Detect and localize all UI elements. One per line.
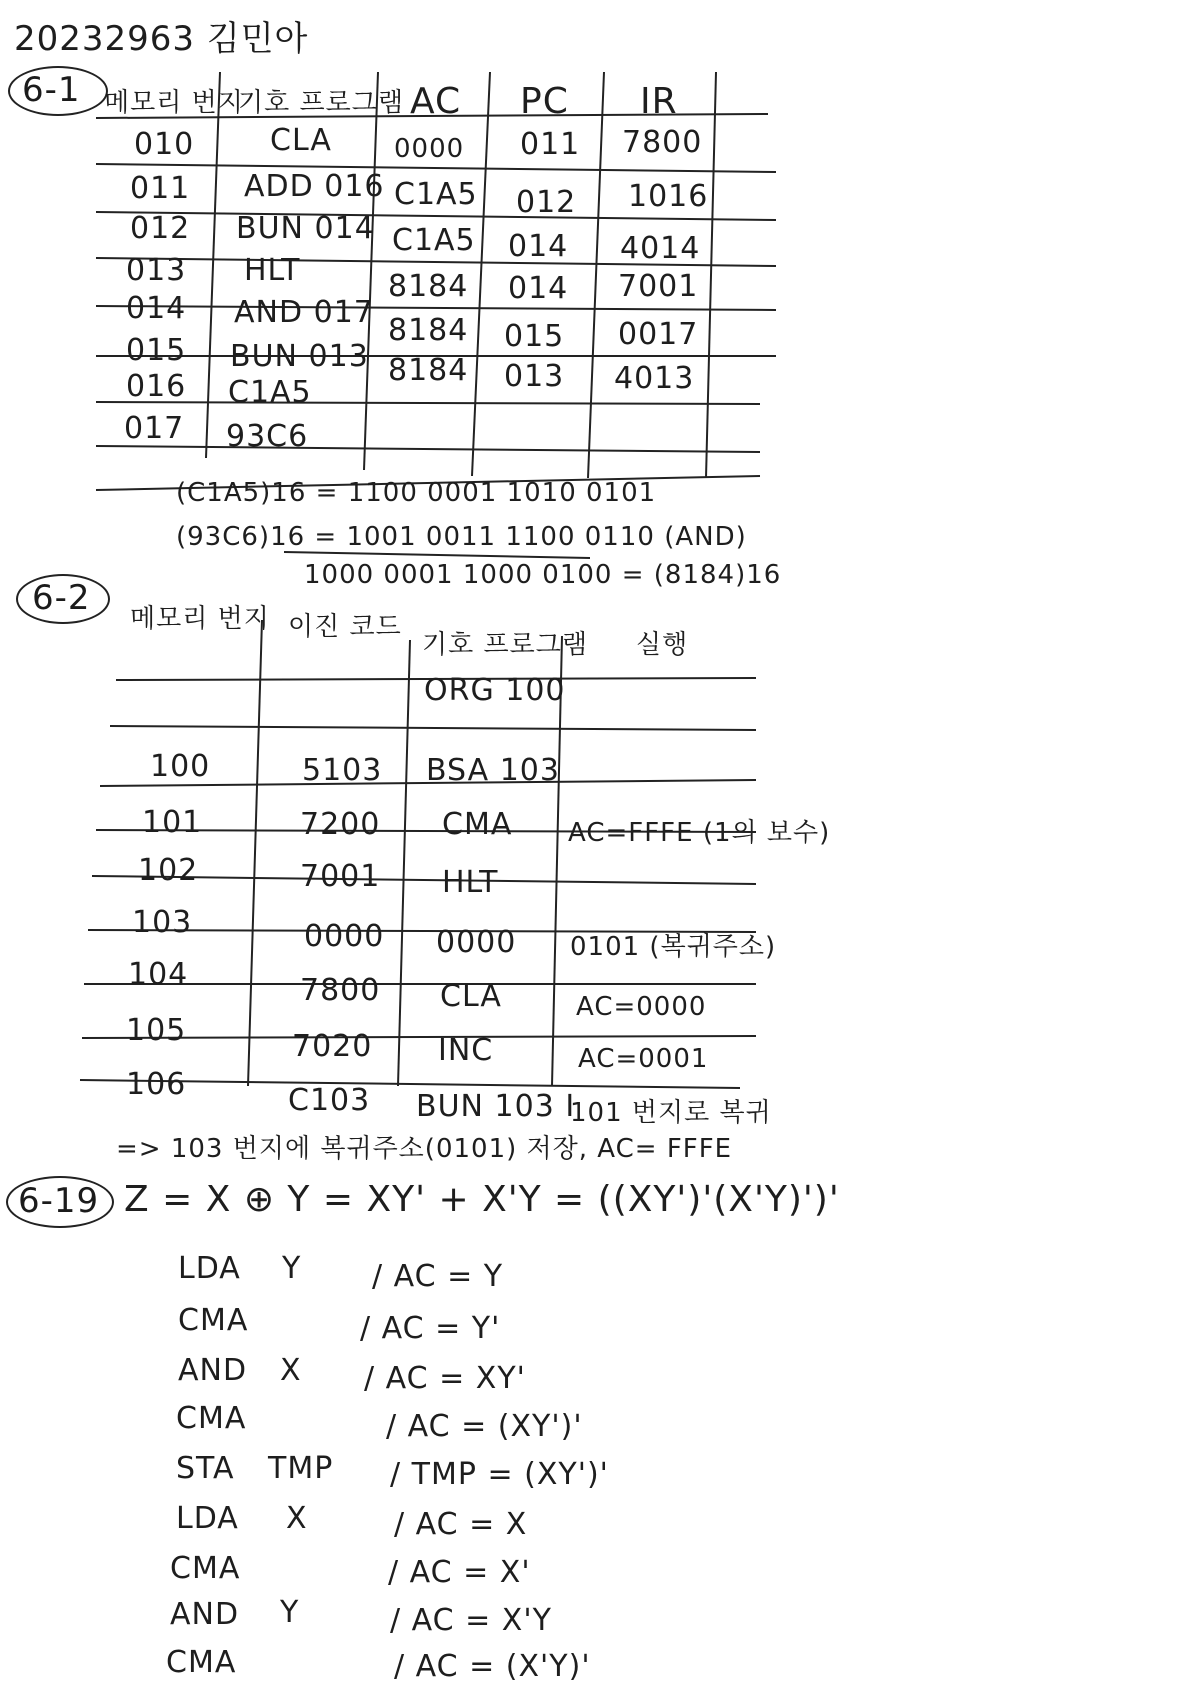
opcode: CMA xyxy=(166,1645,237,1680)
cell-program: CLA xyxy=(440,979,502,1014)
opcode: STA xyxy=(176,1451,235,1486)
cell-program: CLA xyxy=(270,123,332,158)
operand: X xyxy=(280,1353,302,1388)
cell-program: HLT xyxy=(244,253,301,288)
cell-program: ADD 016 xyxy=(244,169,385,204)
col-header-address: 메모리 번지 xyxy=(104,88,244,118)
cell-address: 013 xyxy=(126,253,187,288)
cell-pc: 013 xyxy=(504,359,565,394)
xor-formula: Z = X ⊕ Y = XY' + X'Y = ((XY')'(X'Y)')' xyxy=(124,1179,840,1220)
cell-ac: C1A5 xyxy=(392,223,476,258)
cell-program: BUN 014 xyxy=(236,211,375,246)
cell-ac: C1A5 xyxy=(394,177,478,212)
cell-exec: AC=0000 xyxy=(576,992,707,1022)
student-id-name: 20232963 김민아 xyxy=(14,19,309,59)
opcode: CMA xyxy=(178,1303,249,1338)
cell-binary: 5103 xyxy=(302,753,383,788)
col-header-ac: AC xyxy=(410,81,462,122)
problem-label: 6-1 xyxy=(22,70,81,110)
col-header-ir: IR xyxy=(640,81,678,122)
cell-pc: 011 xyxy=(520,127,581,162)
cell-binary: 7200 xyxy=(300,807,381,842)
operand: Y xyxy=(282,1251,302,1286)
cell-address: 102 xyxy=(138,853,199,888)
cell-ac: 8184 xyxy=(388,353,469,388)
opcode: AND xyxy=(178,1353,248,1388)
operand: TMP xyxy=(268,1451,334,1486)
col-header-program: 기호 프로그램 xyxy=(422,630,588,660)
cell-ac: 0000 xyxy=(394,134,465,164)
cell-address: 101 xyxy=(142,805,203,840)
problem-label: 6-2 xyxy=(32,578,91,618)
cell-ir: 7800 xyxy=(622,125,703,160)
cell-program: INC xyxy=(438,1033,494,1068)
operand: X xyxy=(286,1501,308,1536)
col-header-binary: 이진 코드 xyxy=(288,612,402,642)
cell-exec: 0101 (복귀주소) xyxy=(570,932,777,962)
cell-exec: AC=FFFE (1의 보수) xyxy=(568,818,831,848)
opcode: LDA xyxy=(176,1501,239,1536)
cell-address: 100 xyxy=(150,749,211,784)
cell-binary: 7020 xyxy=(292,1029,373,1064)
cell-ir: 7001 xyxy=(618,269,699,304)
cell-exec: 101 번지로 복귀 xyxy=(570,1098,772,1128)
calc-line-3: 1000 0001 1000 0100 = (8184)16 xyxy=(304,560,782,590)
cell-address: 105 xyxy=(126,1013,187,1048)
cell-pc: 015 xyxy=(504,319,565,354)
cell-pc: 014 xyxy=(508,271,569,306)
cell-binary: 7001 xyxy=(300,859,381,894)
cell-binary: C103 xyxy=(288,1083,371,1118)
cell-program: C1A5 xyxy=(228,375,312,410)
comment: / AC = Y' xyxy=(360,1311,501,1346)
problem-label: 6-19 xyxy=(18,1181,100,1221)
cell-program: 0000 xyxy=(436,925,517,960)
cell-address: 015 xyxy=(126,333,187,368)
cell-ir: 4014 xyxy=(620,231,701,266)
comment: / AC = XY' xyxy=(364,1361,526,1396)
comment: / AC = X' xyxy=(388,1555,531,1590)
cell-program: AND 017 xyxy=(234,295,374,330)
cell-pc: 012 xyxy=(516,185,577,220)
col-header-exec: 실행 xyxy=(636,630,689,660)
cell-program: BUN 013 xyxy=(230,339,369,374)
opcode: CMA xyxy=(176,1401,247,1436)
cell-ac: 8184 xyxy=(388,313,469,348)
calc-line-2: (93C6)16 = 1001 0011 1100 0110 (AND) xyxy=(176,522,747,552)
cell-program: HLT xyxy=(442,865,499,900)
cell-ir: 1016 xyxy=(628,179,709,214)
comment: / AC = Y xyxy=(372,1259,504,1294)
opcode: AND xyxy=(170,1597,240,1632)
cell-address: 010 xyxy=(134,127,195,162)
cell-pc: 014 xyxy=(508,229,569,264)
cell-ir: 0017 xyxy=(618,317,699,352)
col-header-program: 기호 프로그램 xyxy=(238,88,404,118)
comment: / AC = (X'Y)' xyxy=(394,1649,591,1684)
col-header-address: 메모리 번지 xyxy=(130,604,270,634)
cell-address: 016 xyxy=(126,369,187,404)
cell-program: CMA xyxy=(442,807,513,842)
cell-ac: 8184 xyxy=(388,269,469,304)
comment: / TMP = (XY')' xyxy=(390,1457,609,1492)
operand: Y xyxy=(280,1595,300,1630)
cell-address: 103 xyxy=(132,905,193,940)
calc-line-1: (C1A5)16 = 1100 0001 1010 0101 xyxy=(176,478,657,508)
opcode: CMA xyxy=(170,1551,241,1586)
cell-address: 017 xyxy=(124,411,185,446)
col-header-pc: PC xyxy=(520,81,569,122)
comment: / AC = X xyxy=(394,1507,528,1542)
cell-program: BSA 103 xyxy=(426,753,560,788)
comment: / AC = X'Y xyxy=(390,1603,552,1638)
comment: / AC = (XY')' xyxy=(386,1409,583,1444)
cell-program: ORG 100 xyxy=(424,673,566,708)
cell-address: 012 xyxy=(130,211,191,246)
cell-address: 106 xyxy=(126,1067,187,1102)
cell-address: 104 xyxy=(128,957,189,992)
cell-program: 93C6 xyxy=(226,419,309,454)
opcode: LDA xyxy=(178,1251,241,1286)
cell-address: 014 xyxy=(126,291,187,326)
cell-program: BUN 103 I xyxy=(416,1089,576,1124)
cell-exec: AC=0001 xyxy=(578,1044,709,1074)
cell-binary: 0000 xyxy=(304,919,385,954)
cell-ir: 4013 xyxy=(614,361,695,396)
cell-binary: 7800 xyxy=(300,973,381,1008)
section-2-note: => 103 번지에 복귀주소(0101) 저장, AC= FFFE xyxy=(116,1134,733,1164)
cell-address: 011 xyxy=(130,171,191,206)
